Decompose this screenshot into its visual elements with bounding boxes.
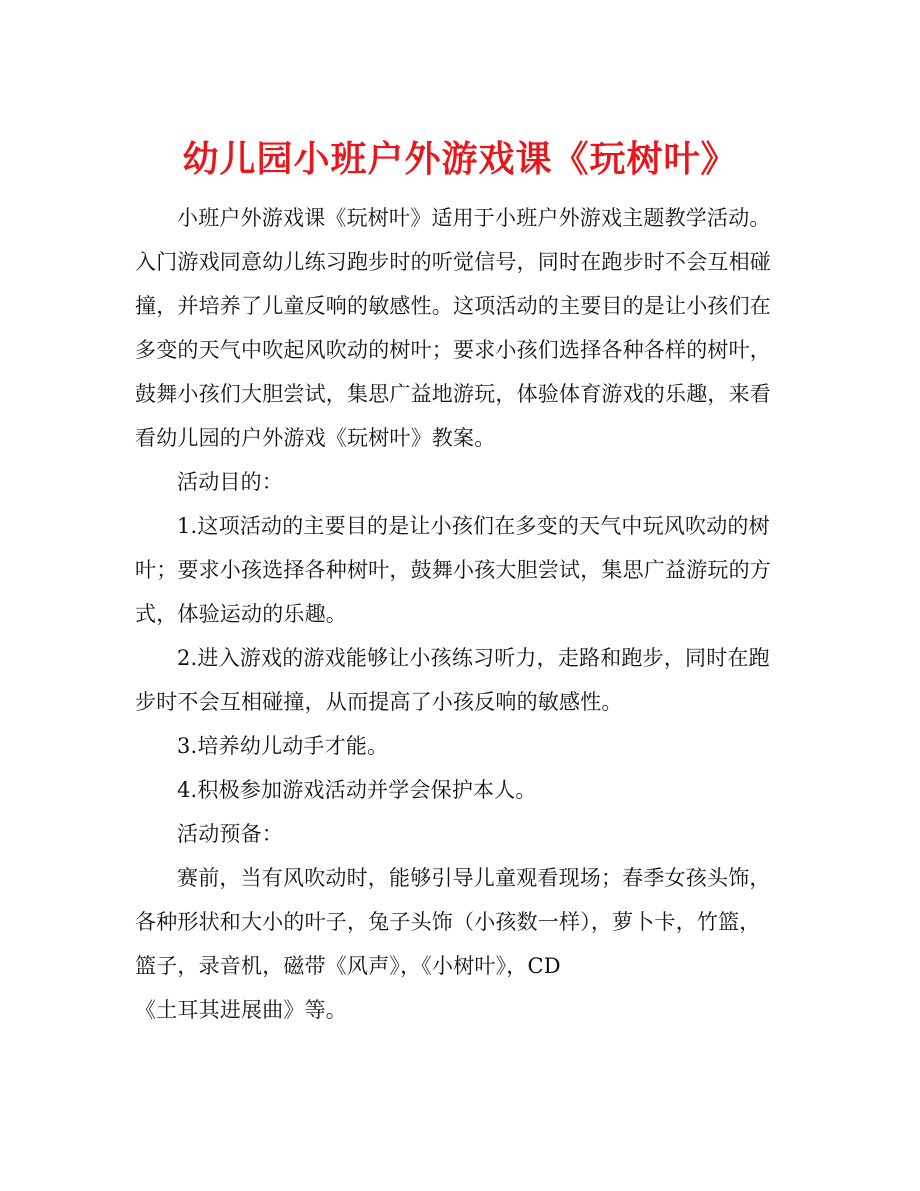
document-body bbox=[135, 196, 785, 1032]
text-line: 看幼儿园的户外游戏《玩树叶》教案。 bbox=[135, 426, 496, 450]
paragraph bbox=[135, 460, 785, 504]
text-line: 2.进入游戏的游戏能够让小孩练习听力，走路和跑步，同时在跑 bbox=[177, 646, 770, 670]
paragraph bbox=[135, 504, 785, 636]
text-line: 活动目的： bbox=[177, 470, 283, 494]
text-line: 《土耳其进展曲》等。 bbox=[135, 998, 347, 1022]
text-line: 4.积极参加游戏活动并学会保护本人。 bbox=[177, 778, 537, 802]
text-line: 入门游戏同意幼儿练习跑步时的听觉信号，同时在跑步时不会互相碰 bbox=[135, 250, 771, 274]
paragraph bbox=[135, 724, 785, 768]
text-line: 3.培养幼儿动手才能。 bbox=[177, 734, 389, 758]
text-line: 1.这项活动的主要目的是让小孩们在多变的天气中玩风吹动的树 bbox=[177, 514, 770, 538]
text-line: 撞，并培养了儿童反响的敏感性。这项活动的主要目的是让小孩们在 bbox=[135, 294, 771, 318]
text-line: 篮子，录音机，磁带《风声》，《小树叶》，CD bbox=[135, 954, 561, 978]
paragraph bbox=[135, 636, 785, 724]
paragraph bbox=[135, 988, 785, 1032]
text-line: 鼓舞小孩们大胆尝试，集思广益地游玩，体验体育游戏的乐趣，来看 bbox=[135, 382, 771, 406]
document-title: 幼儿园小班户外游戏课《玩树叶》 bbox=[182, 138, 738, 181]
text-line: 活动预备： bbox=[177, 822, 283, 846]
paragraph bbox=[135, 768, 785, 812]
text-line: 多变的天气中吹起风吹动的树叶；要求小孩们选择各种各样的树叶， bbox=[135, 338, 771, 362]
text-line: 步时不会互相碰撞，从而提高了小孩反响的敏感性。 bbox=[135, 690, 623, 714]
text-line: 式，体验运动的乐趣。 bbox=[135, 602, 347, 626]
text-line: 叶；要求小孩选择各种树叶，鼓舞小孩大胆尝试，集思广益游玩的方 bbox=[135, 558, 771, 582]
paragraph bbox=[135, 196, 785, 460]
paragraph bbox=[135, 856, 785, 988]
paragraph bbox=[135, 812, 785, 856]
text-line: 小班户外游戏课《玩树叶》适用于小班户外游戏主题教学活动。 bbox=[177, 206, 771, 230]
text-line: 各种形状和大小的叶子，兔子头饰（小孩数一样），萝卜卡，竹篮， bbox=[135, 910, 761, 934]
text-line: 赛前，当有风吹动时，能够引导儿童观看现场；春季女孩头饰， bbox=[177, 866, 771, 890]
